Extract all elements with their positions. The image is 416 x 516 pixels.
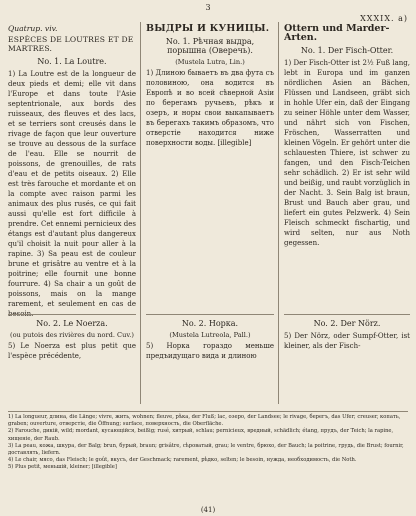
french-column xyxy=(8,24,136,404)
footnote: 1) La longueur, длина, die Länge; vivre, жить, wohnen; fleuve, рѣка, der Fluß; lac, озеро, der Landsee; le rivage, берегъ, das Ufer; creuser, копать, graben; ouverture, отверстіе, die Öffnung; surface, поверхность, die Oberfläche. xyxy=(8,414,401,428)
french-entry-2-title: No. 2. Le Noerza. xyxy=(36,319,108,328)
footnote: 3) La peau, кожа, шкура, der Balg; brun, бурый, braun; grisâtre, сѣроватый, grau; le ventre, брюхо, der Bauch; la poitrine, грудь, die Brust; fournir, доставлять, liefern. xyxy=(8,442,404,457)
russian-heading: ВЫДРЫ И КУНИЦЫ. xyxy=(146,24,270,34)
french-entry-1-text: 1) La Loutre est de la longueur de deux pieds et demi; elle vit dans l'Europe et dans toute l'Asie septentrionale, aux bords des ruisseaux, des fleuves et des lacs, et se terriers sont creusés dans le rivage de façon que leur ouverture se trouve au dessous de la surface de l'eau. Elle se nourrit de poissons, de grenouilles, de rats d'eau et de petits oiseaux. 2) Elle est très farouche et mordante et on la compte avec raison parmi les animaux des plus rusés, ce qui fait aussi qu'elle est fort difficile à prendre. Cet ennemi pernicieux des étangs est d'autant plus dangereux qu'il choisit la nuit pour aller à la rapine. 3) Sa peau est de couleur brune et grisâtre au ventre et à la poitrine; elle fournit une bonne fourrure. 4) Sa chair a un goût de poissons, mais on la mange rarement, et seulement en cas de besoin. xyxy=(8,70,136,318)
german-entry-1-title: No. 1. Der Fisch-Otter. xyxy=(300,46,394,55)
french-entry-2-text: 5) Le Noerza est plus petit que l'espèce précédente, xyxy=(8,342,136,360)
french-subheading: ESPÈCES DE LOUTRES ET DE MARTRES. xyxy=(8,35,134,53)
part-label: XXXIX. a) xyxy=(360,14,408,23)
russian-entry-1-title: No. 1. Рѣчная выдра, порышна (Oверечь). xyxy=(165,37,255,55)
german-entry-2-text: 5) Der Nörz, oder Sumpf-Otter, ist kleiner, als der Fisch- xyxy=(284,332,410,350)
entry-separator xyxy=(284,314,410,315)
german-heading: Ottern und Marder-Arten. xyxy=(284,24,390,43)
german-entry-1-text: 1) Der Fisch-Otter ist 2½ Fuß lang, lebt in Europa und im ganzen nördlichen Asien an Bächen, Flüssen und Landseen, gräbt sich in hohle Ufer ein, daß der Eingang zu seiner Höhle unter dem Wasser, und nährt sich von Fischen, Fröschen, Wasserratten und kleinen Vögeln. Er gehört unter die schlauesten Thiere, ist schwer zu fangen, und den Fisch-Teichen sehr schädlich. 2) Er ist sehr wild und beißig, und raubt vorzüglich in der Nacht. 3. Sein Balg ist braun, Brust und Bauch aber grau, und liefert ein gutes Pelzwerk. 4) Sein Fleisch schmeckt fischartig, und wird selten, nur aus Noth gegessen. xyxy=(284,59,410,247)
french-entry-2-subtitle: (ou putois des rivières du nord. Cuv.) xyxy=(10,331,134,339)
german-entry-2-title: No. 2. Der Nörz. xyxy=(313,319,381,328)
russian-entry-2-subtitle: (Mustela Lutreola, Pall.) xyxy=(169,331,251,339)
footnote: 4) Le chair, мясо, das Fleisch; le goût, вкусъ, der Geschmack; rarement, рѣдко, selten; le besoin, нужда, необходимость, die Noth. xyxy=(8,457,357,464)
footer-page-number: (41) xyxy=(200,506,216,514)
column-divider xyxy=(278,22,279,404)
entry-separator xyxy=(8,314,136,315)
footnotes xyxy=(8,411,408,504)
page-number: 3 xyxy=(205,3,211,12)
footnote: 5) Plus petit, меньшій, kleiner; [illegible] xyxy=(8,464,117,471)
footnote: 2) Farouche, дикій, wild; mordant, кусающійся, beißig; rusé, хитрый, schlau; pernicieux, вредный, schädlich; étang, прудъ, der Teich; la rapine, хищеніе, der Raub. xyxy=(8,428,394,442)
column-divider xyxy=(140,22,141,404)
russian-entry-2-text: 5) Норка гораздо меньше предъидущаго вида и длиною xyxy=(146,342,274,360)
french-entry-1-title: No. 1. La Loutre. xyxy=(37,57,107,66)
german-column xyxy=(284,24,410,404)
entry-separator xyxy=(146,314,274,315)
russian-entry-1-subtitle: (Mustela Lutra, Lin.) xyxy=(175,58,245,66)
russian-column xyxy=(146,24,274,404)
russian-entry-2-title: No. 2. Норка. xyxy=(181,319,239,328)
french-heading: Quatrup. viv. xyxy=(8,24,58,33)
russian-entry-1-text: 1) Длиною бываетъ въ два фута съ половиною, она водится въ Европѣ и во всей сѣверной Азіи по берегамъ ручьевъ, рѣкъ и озеръ, и норы свои выкапываетъ въ берегахъ такимъ образомъ, что отверстіе находится ниже поверхности воды. [illegible] xyxy=(146,69,274,147)
